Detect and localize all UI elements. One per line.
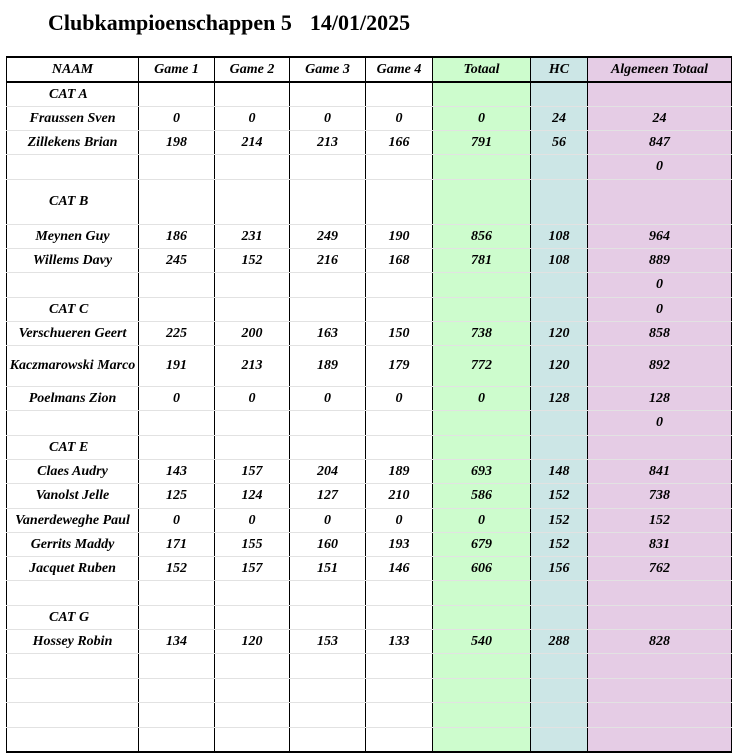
score-cell: [290, 605, 366, 629]
score-cell: 772: [433, 345, 531, 386]
score-cell: 153: [290, 629, 366, 653]
score-cell: 0: [290, 508, 366, 532]
score-cell: 133: [366, 629, 433, 653]
score-cell: [139, 678, 215, 702]
table-row: [7, 702, 732, 727]
col-header-game-2: Game 2: [215, 57, 290, 82]
score-cell: 0: [139, 386, 215, 410]
player-name-cell: [7, 727, 139, 752]
score-cell: 0: [433, 106, 531, 130]
score-cell: [433, 435, 531, 459]
score-cell: [433, 702, 531, 727]
score-cell: 108: [531, 248, 588, 272]
score-cell: 216: [290, 248, 366, 272]
table-row: [7, 727, 732, 752]
score-cell: 0: [139, 106, 215, 130]
score-cell: [215, 702, 290, 727]
score-cell: [433, 297, 531, 321]
player-name-cell: Verschueren Geert: [7, 321, 139, 345]
score-cell: 24: [531, 106, 588, 130]
score-cell: [433, 410, 531, 435]
score-cell: 606: [433, 556, 531, 580]
col-header-naam: NAAM: [7, 57, 139, 82]
score-cell: [290, 727, 366, 752]
col-header-game-3: Game 3: [290, 57, 366, 82]
score-cell: 231: [215, 224, 290, 248]
table-row: [7, 224, 732, 248]
score-cell: 128: [531, 386, 588, 410]
score-cell: [531, 272, 588, 297]
score-cell: 179: [366, 345, 433, 386]
score-cell: [531, 410, 588, 435]
table-row: [7, 130, 732, 154]
score-cell: 831: [588, 532, 732, 556]
score-cell: [290, 297, 366, 321]
table-row: [7, 653, 732, 678]
score-cell: 56: [531, 130, 588, 154]
score-cell: 964: [588, 224, 732, 248]
table-row: [7, 556, 732, 580]
player-name-cell: Zillekens Brian: [7, 130, 139, 154]
score-cell: [139, 179, 215, 224]
player-name-cell: Fraussen Sven: [7, 106, 139, 130]
player-name-cell: [7, 272, 139, 297]
score-cell: 198: [139, 130, 215, 154]
player-name-cell: Claes Audry: [7, 459, 139, 483]
score-cell: [531, 605, 588, 629]
score-cell: 858: [588, 321, 732, 345]
table-row: [7, 678, 732, 702]
scores-table: [6, 56, 732, 753]
col-header-game-4: Game 4: [366, 57, 433, 82]
score-cell: 152: [139, 556, 215, 580]
player-name-cell: Kaczmarowski Marco: [7, 345, 139, 386]
col-header-game-1: Game 1: [139, 57, 215, 82]
score-cell: [531, 82, 588, 106]
score-cell: 134: [139, 629, 215, 653]
score-cell: 249: [290, 224, 366, 248]
player-name-cell: Poelmans Zion: [7, 386, 139, 410]
score-cell: 214: [215, 130, 290, 154]
player-name-cell: [7, 653, 139, 678]
score-cell: 841: [588, 459, 732, 483]
title-date: 14/01/2025: [309, 10, 411, 35]
score-cell: 738: [588, 483, 732, 508]
score-cell: 0: [366, 386, 433, 410]
score-cell: 828: [588, 629, 732, 653]
table-row: [7, 297, 732, 321]
col-header-hc: HC: [531, 57, 588, 82]
score-cell: 124: [215, 483, 290, 508]
score-cell: [531, 179, 588, 224]
score-cell: 127: [290, 483, 366, 508]
score-cell: [215, 179, 290, 224]
player-name-cell: Vanolst Jelle: [7, 483, 139, 508]
category-label: CAT B: [7, 179, 139, 224]
score-cell: [433, 272, 531, 297]
table-row: [7, 248, 732, 272]
score-cell: [215, 435, 290, 459]
score-cell: [215, 727, 290, 752]
score-cell: 120: [215, 629, 290, 653]
score-cell: 200: [215, 321, 290, 345]
score-cell: [139, 580, 215, 605]
score-cell: 156: [531, 556, 588, 580]
score-cell: 128: [588, 386, 732, 410]
table-row: [7, 154, 732, 179]
table-row: [7, 508, 732, 532]
table-row: [7, 321, 732, 345]
score-cell: 0: [290, 106, 366, 130]
table-row: [7, 82, 732, 106]
score-cell: [139, 653, 215, 678]
score-cell: [588, 435, 732, 459]
score-cell: 245: [139, 248, 215, 272]
score-cell: 762: [588, 556, 732, 580]
score-cell: 0: [290, 386, 366, 410]
score-cell: [366, 179, 433, 224]
score-cell: 157: [215, 459, 290, 483]
score-cell: 108: [531, 224, 588, 248]
score-cell: [531, 580, 588, 605]
score-cell: 193: [366, 532, 433, 556]
score-cell: 738: [433, 321, 531, 345]
score-cell: 24: [588, 106, 732, 130]
score-cell: [588, 605, 732, 629]
score-cell: 213: [215, 345, 290, 386]
table-row: [7, 106, 732, 130]
table-row: [7, 435, 732, 459]
score-cell: 791: [433, 130, 531, 154]
table-row: [7, 179, 732, 224]
score-cell: 210: [366, 483, 433, 508]
score-cell: [366, 702, 433, 727]
score-cell: [290, 678, 366, 702]
player-name-cell: Jacquet Ruben: [7, 556, 139, 580]
score-cell: 163: [290, 321, 366, 345]
score-cell: 120: [531, 345, 588, 386]
score-cell: [433, 653, 531, 678]
score-cell: [531, 727, 588, 752]
score-cell: 0: [433, 508, 531, 532]
player-name-cell: [7, 702, 139, 727]
col-header-algemeen-totaal: Algemeen Totaal: [588, 57, 732, 82]
category-label: CAT A: [7, 82, 139, 106]
score-cell: [531, 297, 588, 321]
score-cell: 204: [290, 459, 366, 483]
score-cell: 0: [588, 410, 732, 435]
sheet-title: [48, 10, 410, 36]
score-cell: [139, 82, 215, 106]
score-cell: 225: [139, 321, 215, 345]
score-cell: 125: [139, 483, 215, 508]
score-cell: 781: [433, 248, 531, 272]
score-cell: 190: [366, 224, 433, 248]
score-cell: [139, 272, 215, 297]
score-cell: [290, 435, 366, 459]
score-cell: 0: [366, 508, 433, 532]
score-cell: [290, 580, 366, 605]
score-cell: 889: [588, 248, 732, 272]
score-cell: [366, 297, 433, 321]
score-cell: [215, 82, 290, 106]
score-cell: 0: [588, 297, 732, 321]
score-cell: 0: [588, 154, 732, 179]
score-cell: 157: [215, 556, 290, 580]
score-cell: 693: [433, 459, 531, 483]
score-cell: [433, 678, 531, 702]
score-cell: [215, 580, 290, 605]
player-name-cell: Hossey Robin: [7, 629, 139, 653]
score-cell: 847: [588, 130, 732, 154]
score-cell: [366, 678, 433, 702]
score-cell: 0: [433, 386, 531, 410]
score-cell: [139, 727, 215, 752]
score-cell: 166: [366, 130, 433, 154]
score-cell: [433, 82, 531, 106]
table-row: [7, 345, 732, 386]
player-name-cell: Vanerdeweghe Paul: [7, 508, 139, 532]
score-cell: [139, 702, 215, 727]
score-cell: [531, 653, 588, 678]
score-cell: 150: [366, 321, 433, 345]
score-cell: 152: [531, 483, 588, 508]
score-cell: [215, 154, 290, 179]
score-cell: 0: [215, 508, 290, 532]
score-cell: 0: [366, 106, 433, 130]
score-cell: [588, 727, 732, 752]
score-cell: [290, 154, 366, 179]
score-cell: 189: [290, 345, 366, 386]
score-cell: [588, 702, 732, 727]
player-name-cell: Gerrits Maddy: [7, 532, 139, 556]
category-label: CAT G: [7, 605, 139, 629]
score-cell: 146: [366, 556, 433, 580]
score-cell: [290, 410, 366, 435]
score-cell: [366, 272, 433, 297]
score-cell: 148: [531, 459, 588, 483]
score-cell: 143: [139, 459, 215, 483]
title-text: Clubkampioenschappen 5: [48, 10, 292, 35]
score-cell: [290, 702, 366, 727]
score-cell: [139, 605, 215, 629]
score-cell: 0: [139, 508, 215, 532]
score-cell: [433, 580, 531, 605]
score-cell: 160: [290, 532, 366, 556]
player-name-cell: [7, 678, 139, 702]
score-cell: [215, 272, 290, 297]
score-cell: 0: [588, 272, 732, 297]
table-row: [7, 629, 732, 653]
score-cell: [290, 179, 366, 224]
score-cell: [215, 678, 290, 702]
score-cell: [366, 154, 433, 179]
score-cell: [433, 154, 531, 179]
score-cell: [366, 605, 433, 629]
score-cell: 168: [366, 248, 433, 272]
score-cell: 186: [139, 224, 215, 248]
table-row: [7, 580, 732, 605]
player-name-cell: [7, 410, 139, 435]
score-cell: 0: [215, 386, 290, 410]
table-body: [7, 82, 732, 752]
score-cell: 856: [433, 224, 531, 248]
score-cell: [139, 410, 215, 435]
score-cell: [588, 653, 732, 678]
player-name-cell: Willems Davy: [7, 248, 139, 272]
score-cell: [366, 580, 433, 605]
score-cell: [433, 727, 531, 752]
table-row: [7, 605, 732, 629]
score-cell: [139, 297, 215, 321]
player-name-cell: Meynen Guy: [7, 224, 139, 248]
score-cell: [215, 653, 290, 678]
score-cell: [531, 678, 588, 702]
score-cell: [290, 272, 366, 297]
score-cell: [588, 179, 732, 224]
score-cell: 586: [433, 483, 531, 508]
score-cell: 152: [531, 508, 588, 532]
score-cell: 213: [290, 130, 366, 154]
score-cell: 191: [139, 345, 215, 386]
score-cell: [215, 410, 290, 435]
category-label: CAT E: [7, 435, 139, 459]
category-label: CAT C: [7, 297, 139, 321]
score-cell: 288: [531, 629, 588, 653]
score-cell: [433, 179, 531, 224]
score-cell: 151: [290, 556, 366, 580]
score-cell: 540: [433, 629, 531, 653]
table-row: [7, 386, 732, 410]
score-cell: [531, 154, 588, 179]
table-row: [7, 410, 732, 435]
score-cell: [366, 82, 433, 106]
col-header-totaal: Totaal: [433, 57, 531, 82]
player-name-cell: [7, 154, 139, 179]
score-cell: 892: [588, 345, 732, 386]
score-cell: [215, 605, 290, 629]
score-cell: [215, 297, 290, 321]
score-cell: [531, 702, 588, 727]
score-cell: 152: [531, 532, 588, 556]
score-cell: 0: [215, 106, 290, 130]
score-cell: 155: [215, 532, 290, 556]
score-cell: [366, 435, 433, 459]
score-cell: 189: [366, 459, 433, 483]
score-cell: [588, 82, 732, 106]
score-cell: [588, 678, 732, 702]
score-cell: 120: [531, 321, 588, 345]
score-cell: [433, 605, 531, 629]
score-cell: [366, 410, 433, 435]
player-name-cell: [7, 580, 139, 605]
table-row: [7, 459, 732, 483]
score-cell: [290, 82, 366, 106]
table-row: [7, 532, 732, 556]
table-row: [7, 272, 732, 297]
score-cell: [139, 154, 215, 179]
score-cell: [588, 580, 732, 605]
table-row: [7, 483, 732, 508]
score-cell: [366, 653, 433, 678]
score-cell: 679: [433, 532, 531, 556]
score-cell: 152: [215, 248, 290, 272]
score-cell: 171: [139, 532, 215, 556]
score-cell: [366, 727, 433, 752]
header-row: [7, 57, 732, 82]
score-cell: [531, 435, 588, 459]
score-cell: [139, 435, 215, 459]
score-cell: 152: [588, 508, 732, 532]
score-cell: [290, 653, 366, 678]
